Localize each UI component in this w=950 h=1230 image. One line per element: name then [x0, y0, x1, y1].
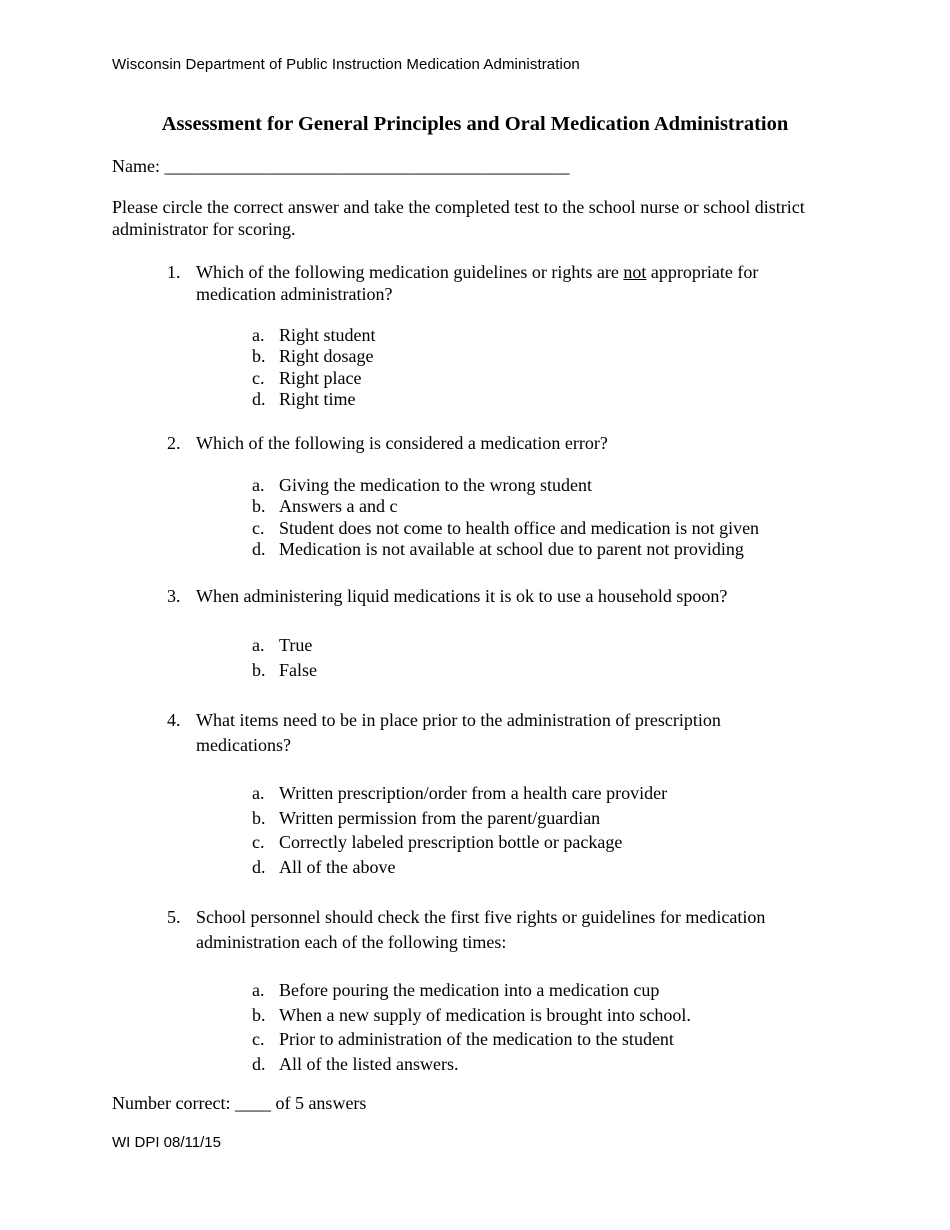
option-text: Before pouring the medication into a medication cup — [279, 980, 660, 1000]
question-2-options — [252, 475, 839, 560]
option-text: Student does not come to health office and medication is not given — [279, 517, 760, 538]
option-letter: b. — [252, 346, 266, 367]
question-text: When administering liquid medications it is ok to use a household spoon? — [196, 586, 728, 606]
question-text-part: Which of the following medication guidelines or rights are — [196, 262, 624, 282]
option-letter: b. — [252, 496, 266, 517]
question-number: 4. — [167, 710, 181, 730]
name-field[interactable] — [112, 156, 569, 177]
question-1 — [167, 261, 816, 305]
answer-option-1c[interactable] — [252, 367, 839, 389]
option-letter: d. — [252, 1054, 266, 1075]
answer-option-5b[interactable] — [252, 1003, 839, 1028]
answer-option-5a[interactable] — [252, 978, 839, 1003]
option-letter: a. — [252, 980, 265, 1000]
question-4-options — [252, 781, 839, 880]
page-header: Wisconsin Department of Public Instruction Medication Administration — [112, 56, 580, 73]
question-5-options — [252, 978, 839, 1077]
name-label: Name: — [112, 156, 160, 176]
option-letter: b. — [252, 659, 266, 680]
option-text: Right dosage — [279, 346, 374, 367]
answer-option-4a[interactable] — [252, 781, 839, 806]
answer-option-5c[interactable] — [252, 1027, 839, 1052]
option-text: All of the above — [279, 857, 396, 878]
answer-option-2c[interactable] — [252, 517, 839, 539]
answer-option-1d[interactable] — [252, 388, 839, 410]
option-letter: d. — [252, 857, 266, 878]
option-text: Right student — [279, 325, 376, 345]
option-text: All of the listed answers. — [279, 1054, 459, 1075]
answer-option-1a[interactable] — [252, 325, 839, 346]
question-text: Which of the following is considered a medication error? — [196, 433, 608, 453]
question-2 — [167, 432, 816, 454]
option-text: True — [279, 635, 313, 655]
option-text: Correctly labeled prescription bottle or package — [279, 832, 623, 853]
answer-option-1b[interactable] — [252, 346, 839, 367]
question-text: School personnel should check the first five rights or guidelines for medication administration each of the following times: — [196, 907, 766, 952]
answer-option-5d[interactable] — [252, 1052, 839, 1077]
answer-option-2a[interactable] — [252, 475, 839, 496]
option-text: Written prescription/order from a health care provider — [279, 783, 668, 803]
option-letter: d. — [252, 388, 266, 409]
question-text: What items need to be in place prior to the administration of prescription medications? — [196, 710, 721, 755]
question-1-options — [252, 325, 839, 410]
question-number: 2. — [167, 433, 181, 453]
instructions: Please circle the correct answer and take the completed test to the school nurse or school district administrator for scoring. — [112, 197, 805, 239]
score-line — [112, 1093, 366, 1114]
option-letter: b. — [252, 1004, 266, 1025]
option-letter: c. — [252, 517, 265, 538]
answer-option-2d[interactable] — [252, 538, 839, 560]
option-letter: c. — [252, 1029, 265, 1050]
option-text: False — [279, 659, 317, 680]
answer-option-3a[interactable] — [252, 633, 839, 658]
option-text: Written permission from the parent/guardian — [279, 807, 601, 828]
page-footer: WI DPI 08/11/15 — [112, 1134, 221, 1151]
option-letter: a. — [252, 325, 265, 345]
option-text: When a new supply of medication is brought into school. — [279, 1004, 691, 1025]
option-letter: a. — [252, 635, 265, 655]
option-text: Prior to administration of the medication to the student — [279, 1029, 674, 1050]
name-blank[interactable]: _____________________________________________ — [164, 156, 570, 176]
option-letter: a. — [252, 475, 265, 495]
option-letter: a. — [252, 783, 265, 803]
question-text-part: appropriate for medication administration? — [196, 262, 759, 304]
answer-option-4c[interactable] — [252, 830, 839, 855]
option-text: Right time — [279, 388, 356, 409]
score-suffix: of 5 answers — [275, 1093, 367, 1113]
option-letter: b. — [252, 807, 266, 828]
question-5 — [167, 905, 816, 954]
document-title: Assessment for General Principles and Oral Medication Administration — [161, 113, 789, 135]
answer-option-4b[interactable] — [252, 806, 839, 831]
answer-option-2b[interactable] — [252, 496, 839, 517]
question-number: 5. — [167, 907, 181, 927]
question-emphasis: not — [623, 262, 647, 282]
option-text: Giving the medication to the wrong student — [279, 475, 592, 495]
option-text: Right place — [279, 367, 362, 388]
option-letter: d. — [252, 538, 266, 559]
option-letter: c. — [252, 367, 265, 388]
answer-option-4d[interactable] — [252, 855, 839, 880]
question-4 — [167, 708, 816, 757]
question-number: 3. — [167, 586, 181, 606]
question-number: 1. — [167, 262, 181, 282]
answer-option-3b[interactable] — [252, 658, 839, 683]
option-text: Medication is not available at school due to parent not providing — [279, 538, 744, 559]
question-3 — [167, 585, 816, 607]
option-text: Answers a and c — [279, 496, 398, 517]
option-letter: c. — [252, 832, 265, 853]
question-3-options — [252, 633, 839, 682]
score-blank[interactable]: ____ — [234, 1093, 271, 1113]
score-label: Number correct: — [112, 1093, 231, 1113]
